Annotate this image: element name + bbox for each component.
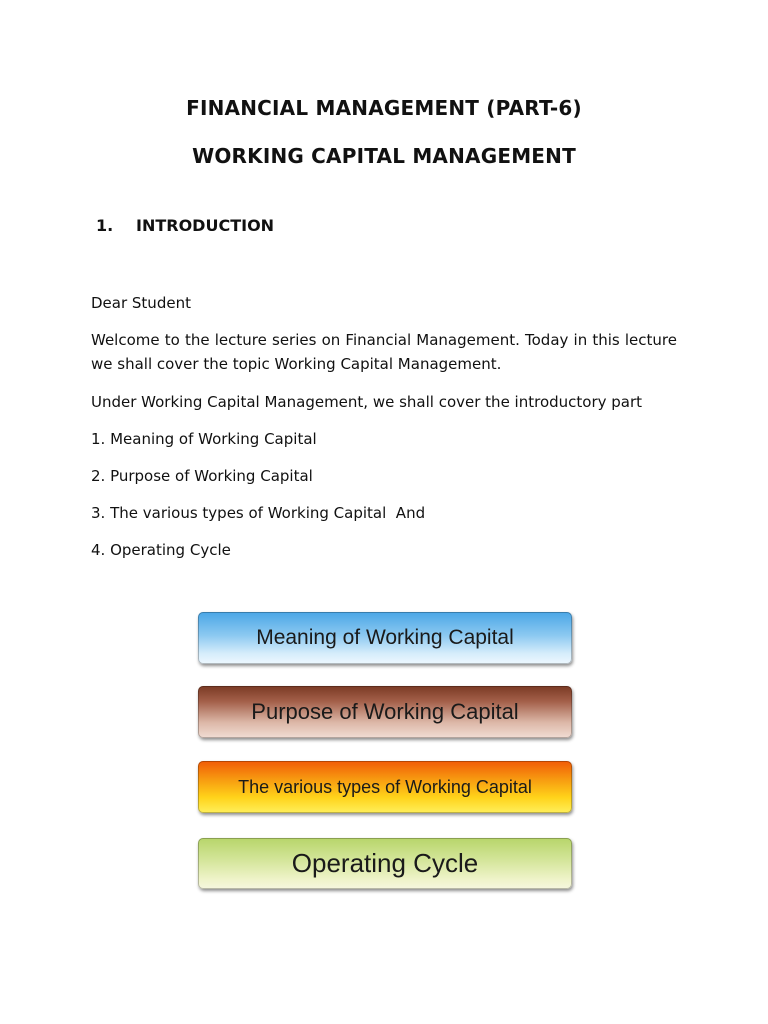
section-heading — [96, 216, 274, 235]
welcome-paragraph: Welcome to the lecture series on Financial Management. Today in this lecture we shall cover the topic Working Capital Management. — [91, 331, 677, 373]
topic-box-label: The various types of Working Capital — [238, 776, 532, 797]
topic-box-operating-cycle — [198, 838, 572, 889]
topic-item: 2. Purpose of Working Capital — [91, 467, 313, 485]
topic-item: 3. The various types of Working Capital And — [91, 504, 426, 522]
section-title: INTRODUCTION — [136, 216, 275, 235]
document-title: FINANCIAL MANAGEMENT (PART-6) — [186, 96, 582, 120]
topic-item: 1. Meaning of Working Capital — [91, 430, 317, 448]
topic-box-label: Meaning of Working Capital — [256, 626, 514, 649]
topic-item: 4. Operating Cycle — [91, 541, 231, 559]
salutation: Dear Student — [91, 294, 191, 312]
intro-line: Under Working Capital Management, we shall cover the introductory part — [91, 393, 643, 411]
topic-box-purpose — [198, 686, 572, 738]
document-subtitle: WORKING CAPITAL MANAGEMENT — [192, 144, 576, 168]
topic-box-label: Operating Cycle — [291, 848, 479, 878]
topic-box-types — [198, 761, 572, 813]
section-number: 1. — [96, 216, 114, 235]
topic-box-label: Purpose of Working Capital — [251, 699, 519, 724]
topic-box-meaning — [198, 612, 572, 664]
